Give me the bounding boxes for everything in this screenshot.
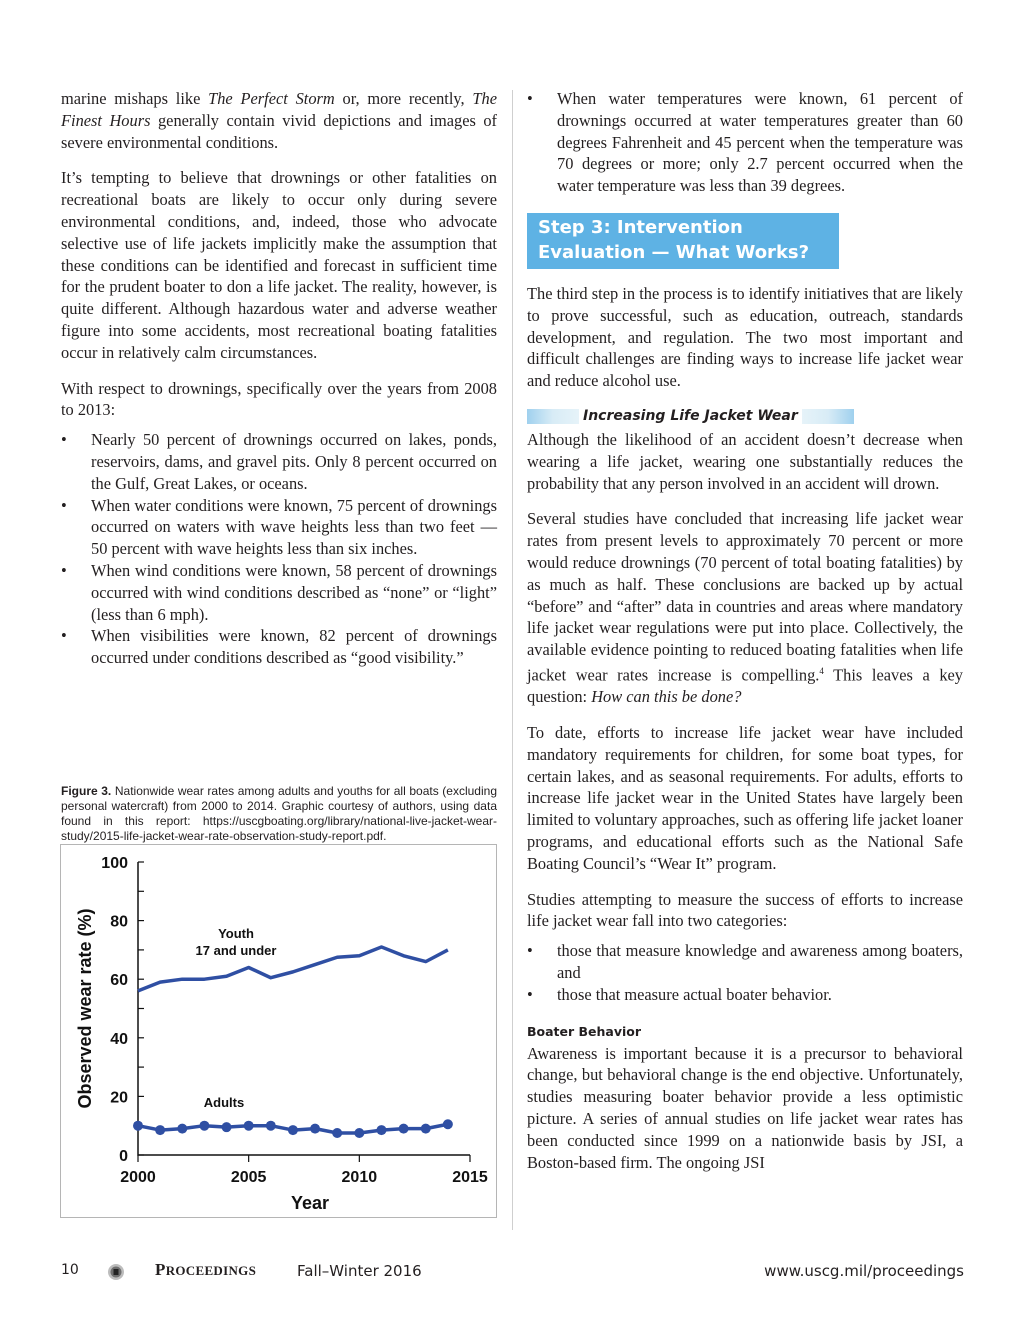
data-point [421,1124,431,1134]
y-tick-label: 20 [110,1089,128,1107]
youth-series-line [138,947,448,991]
x-tick-label: 2010 [341,1169,378,1186]
list-item: • When visibilities were known, 82 percent of drownings occurred under conditions described as “good visibility.” [61,626,497,668]
bullet-icon: • [527,89,533,108]
categories-list [527,940,963,1005]
subheading-boater-behavior: Boater Behavior [527,1023,642,1039]
youth-label-sub: 17 and under [195,943,277,958]
x-tick-label: 2000 [120,1169,156,1186]
data-point [310,1124,320,1134]
paragraph-drownings-intro: With respect to drownings, specifically over the years from 2008 to 2013: [61,378,497,420]
data-point [155,1125,165,1135]
right-column [527,88,963,1187]
list-item: • When wind conditions were known, 58 percent of drownings occurred with wind conditions described as “none” or “light” (less than 6 mph). [61,560,497,624]
left-column [61,88,497,683]
website-link[interactable]: www.uscg.mil/proceedings [764,1262,964,1280]
data-point [133,1121,143,1131]
figure-caption: Figure 3. Nationwide wear rates among adults and youths for all boats (excluding personal watercraft) from 2000 to 2014. Graphic courtesy of authors, using data found in this report: https://uscgboating.org/library/national-live-jacket-wear-study/2015-life-jacket-wear-rate-observation-study-report.pdf. [61,784,497,843]
bullet-icon: • [61,430,67,450]
y-tick-label: 100 [101,855,128,872]
data-point [288,1125,298,1135]
column-divider [512,90,513,1230]
book-title-finest-hours: The Finest Hours [61,89,497,130]
figure-label: Figure 3. [61,784,112,798]
subheading-bar-right [802,409,854,424]
y-tick-label: 80 [110,913,128,931]
paragraph-to-date: To date, efforts to increase life jacket wear have included mandatory requirements for children, for some boat types, for certain lakes, and as seasonal requirements. For adults, efforts to increase life jacket wear in the United States have largely been limited to voluntary approaches, such as offering life jacket loaner programs, and educational efforts such as the National Safe Boating Council’s “Wear It” program. [527,723,963,873]
list-item: • When water conditions were known, 75 percent of drownings occurred on waters with wave heights less than two feet — 50 percent with wave heights less than six inches. [61,495,497,559]
data-point [332,1128,342,1138]
bullet-icon: • [61,560,67,580]
data-point [376,1125,386,1135]
x-tick-label: 2015 [452,1169,488,1186]
footnote-ref[interactable]: 4 [819,665,824,676]
page-number: 10 [61,1262,79,1278]
subheading-bar-left [527,409,579,424]
data-point [244,1121,254,1131]
list-item: • Nearly 50 percent of drownings occurred on lakes, ponds, reservoirs, dams, and gravel pits. Only 8 percent occurred on the Gulf, Great Lakes, or oceans. [61,430,497,493]
paragraph-tempting: It’s tempting to believe that drownings or other fatalities on recreational boats are likely to occur only during severe environmental conditions, and, indeed, those who advocate selective use of life jackets implicitly make the assumption that these conditions can be identified and forecast in sufficient time for the prudent boater to don a life jacket. The reality, however, is quite different. Although hazardous water and adverse weather figure into some accidents, most recreational boating fatalities occur in relatively calm circumstances. [61,168,497,362]
bullet-icon: • [527,984,533,1004]
list-item: • those that measure actual boater behavior. [527,984,832,1004]
y-tick-label: 40 [110,1030,128,1048]
water-temp-list [527,88,963,197]
uscg-seal-icon [107,1263,125,1281]
list-item: • When water temperatures were known, 61 percent of drownings occurred at water temperatures greater than 60 degrees Fahrenheit and 45 percent when the temperature was 70 degrees or more; only 2.7 percent occurred when the water temperature was less than 39 degrees. [527,89,963,196]
data-point [199,1121,209,1131]
data-point [222,1122,232,1132]
paragraph-step3: The third step in the process is to identify initiatives that are likely to prove successful, such as education, outreach, standards development, and regulation. The two most important and difficult challenges are finding ways to increase life jacket wear and reduce alcohol use. [527,283,963,391]
wear-rate-chart [60,844,497,1218]
paragraph-categories: Studies attempting to measure the success of efforts to increase life jacket wear fall into two categories: [527,889,963,931]
paragraph-likelihood: Although the likelihood of an accident doesn’t decrease when wearing a life jacket, wearing one substantially reduces the probability that any person involved in an accident will drown. [527,429,963,493]
section-heading-step3: Step 3: Intervention Evaluation — What Works? [527,213,839,269]
paragraph-awareness: Awareness is important because it is a precursor to behavioral change, but behavioral change is the end objective. Unfortunately, studies measuring boater behavior provide a less optimistic picture. A series of annual studies on life jacket wear rates has been conducted since 1999 on a nationwide basis by JSI, a Boston-based firm. The ongoing JSI [527,1043,963,1172]
youth-label: Youth [218,926,254,941]
paragraph-intro: marine mishaps like The Perfect Storm or, more recently, The Finest Hours generally contain vivid depictions and images of severe environmental conditions. [61,89,497,152]
issue-date: Fall–Winter 2016 [297,1262,422,1280]
list-item: • those that measure knowledge and awareness among boaters, and [527,941,963,982]
data-point [399,1124,409,1134]
bullet-icon: • [527,941,533,961]
drowning-stats-list [61,429,497,669]
publication-name: PROCEEDINGS [155,1260,257,1279]
y-tick-label: 60 [110,972,128,990]
paragraph-studies: Several studies have concluded that increasing life jacket wear rates from present levels to approximately 70 percent or more would reduce drownings (70 percent of total boating fatalities) by as much as half. These conclusions are backed up by actual “before” and “after” data in countries and areas where mandatory life jacket wear regulations were put into place. Collectively, the available evidence pointing to reduced boating fatalities when life jacket wear rates increase is compelling.$^4$ This leaves a key question: How can this be done? [527,509,963,707]
bullet-icon: • [61,626,67,646]
data-point [443,1119,453,1129]
data-point [177,1124,187,1134]
data-point [266,1121,276,1131]
x-tick-label: 2005 [230,1169,267,1186]
x-axis-label: Year [290,1193,330,1213]
subheading-life-jacket-wear [527,408,963,425]
y-axis-label: Observed wear rate (%) [75,908,95,1109]
data-point [354,1128,364,1138]
adults-label: Adults [203,1095,245,1110]
bullet-icon: • [61,495,67,515]
subheading-text: Increasing Life Jacket Wear [583,408,798,425]
axes [138,862,470,1155]
line-chart [61,845,498,1219]
y-tick-label: 0 [119,1148,128,1165]
book-title-perfect-storm: The Perfect Storm [208,89,335,108]
